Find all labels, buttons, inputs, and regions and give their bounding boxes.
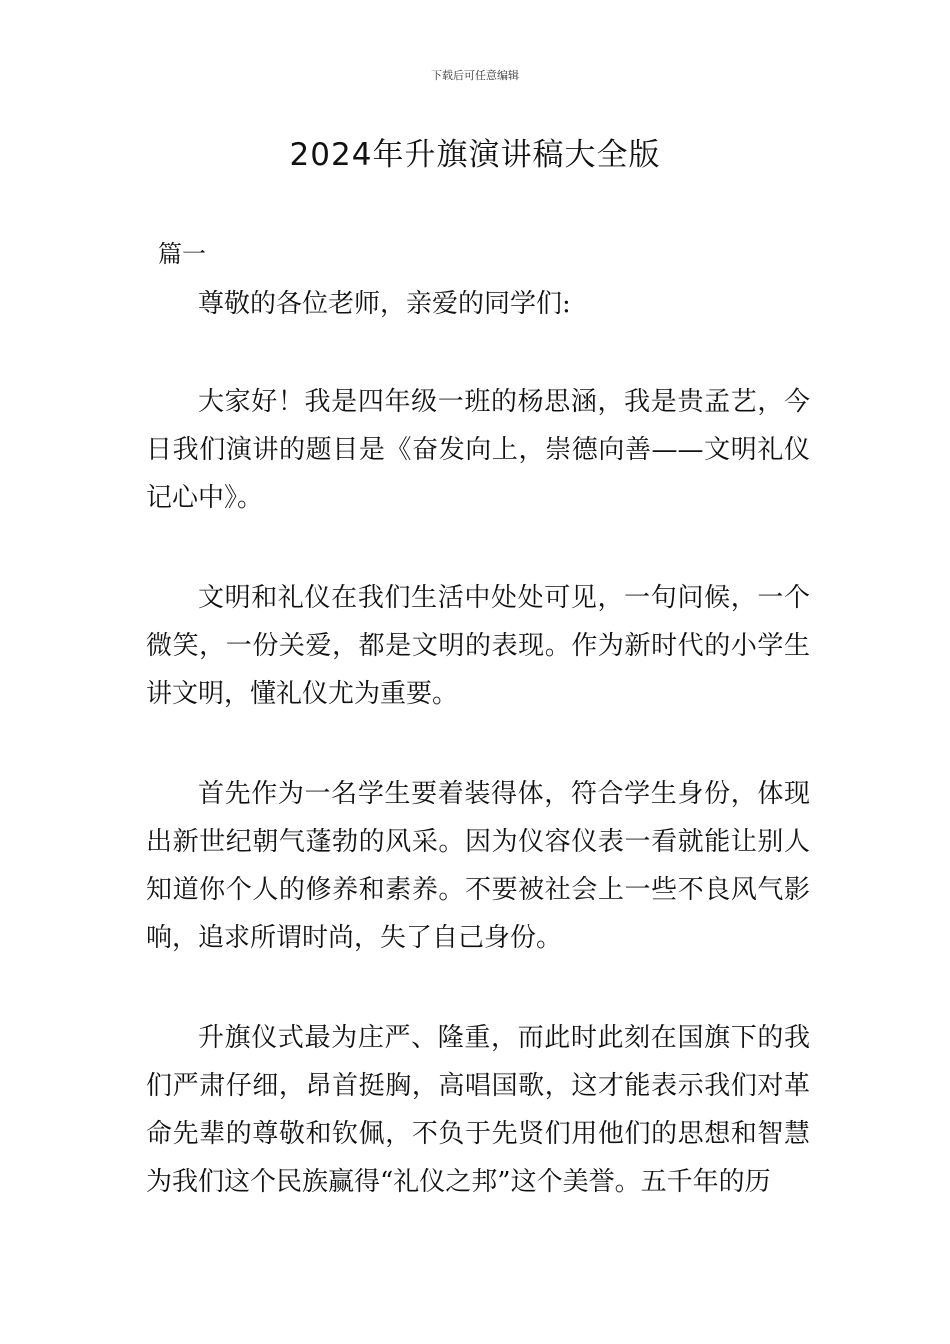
document-body (146, 280, 810, 1258)
body-paragraph: 文明和礼仪在我们生活中处处可见，一句问候，一个微笑，一份关爱，都是文明的表现。作为新时代的小学生讲文明，懂礼仪尤为重要。 (146, 583, 810, 709)
page-header-note: 下载后可任意编辑 (431, 69, 519, 82)
body-paragraph: 首先作为一名学生要着装得体，符合学生身份，体现出新世纪朝气蓬勃的风采。因为仪容仪表一看就能让别人知道你个人的修养和素养。不要被社会上一些不良风气影响，追求所谓时尚，失了自己身份。 (146, 779, 810, 953)
body-paragraph: 升旗仪式最为庄严、隆重，而此时此刻在国旗下的我们严肃仔细，昂首挺胸，高唱国歌，这才能表示我们对革命先辈的尊敬和钦佩，不负于先贤们用他们的思想和智慧为我们这个民族赢得“礼仪之邦”这个美誉。五千年的历 (146, 1023, 810, 1197)
salutation-paragraph: 尊敬的各位老师，亲爱的同学们: (198, 289, 571, 319)
body-paragraph: 大家好！我是四年级一班的杨思涵，我是贵孟艺，今日我们演讲的题目是《奋发向上，崇德向善——文明礼仪记心中》。 (146, 387, 810, 513)
section-label: 篇一 (158, 240, 206, 268)
document-title: 2024年升旗演讲稿大全版 (289, 137, 661, 173)
